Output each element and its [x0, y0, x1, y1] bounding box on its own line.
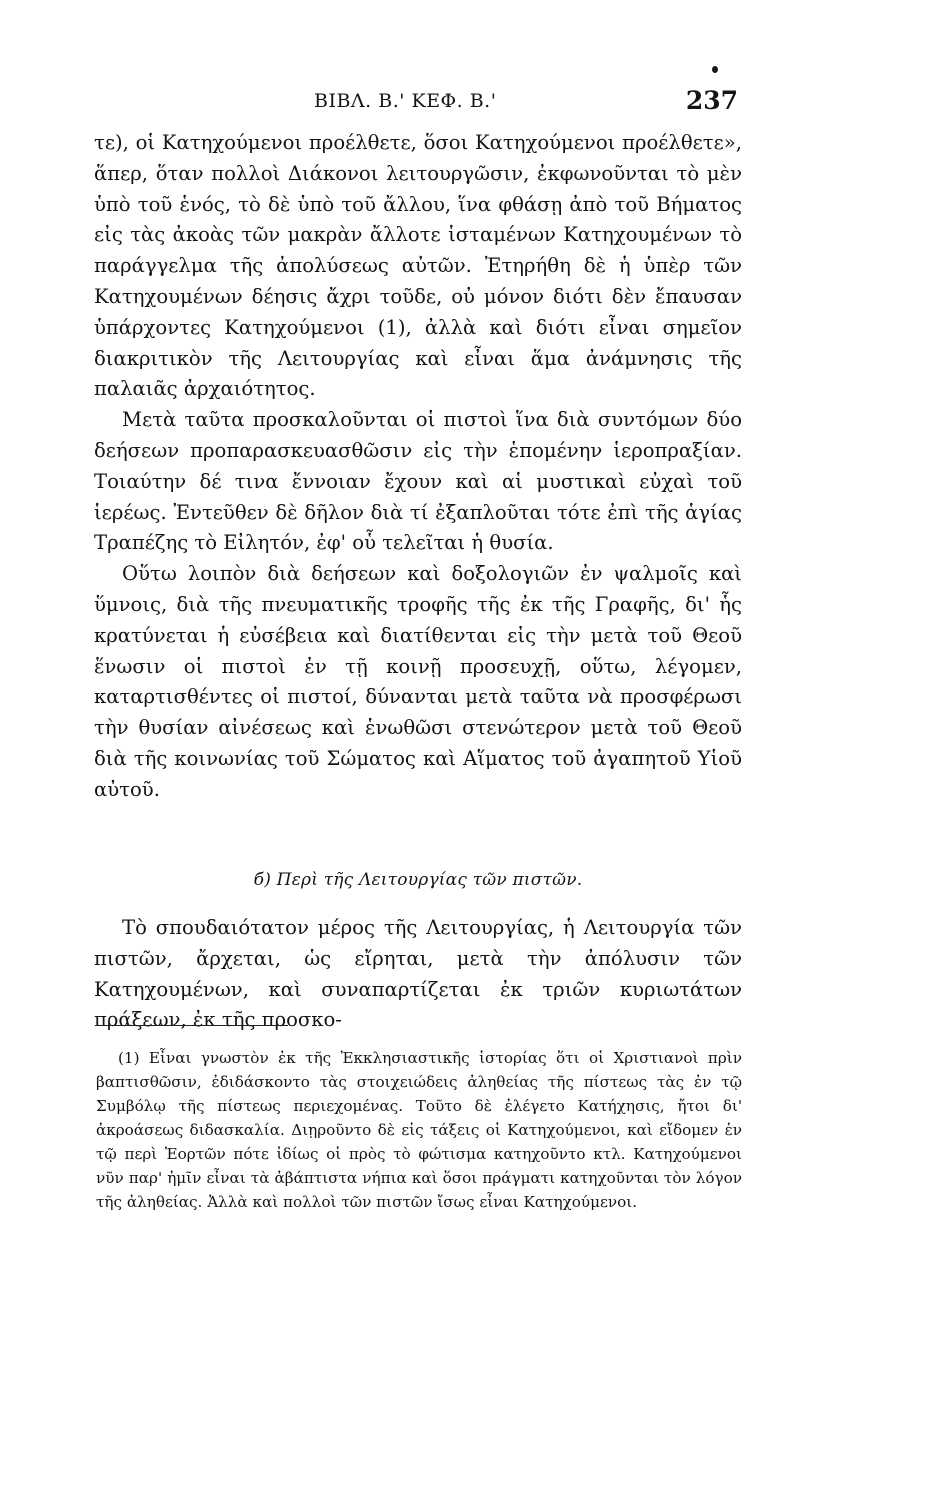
- main-text: [94, 128, 742, 806]
- page-number: 237: [685, 86, 738, 115]
- paragraph-1: τε), οἱ Κατηχούμενοι προέλθετε, ὅσοι Κατηχούμενοι προέλθετε», ἅπερ, ὅταν πολλοὶ Διάκονοι λειτουργῶσιν, ἐκφωνοῦνται τὸ μὲν ὑπὸ τοῦ ἑνός, τὸ δὲ ὑπὸ τοῦ ἄλλου, ἵνα φθάσῃ ἀπὸ τοῦ Βήματος εἰς τὰς ἀκοὰς τῶν μακρὰν ἄλλοτε ἱσταμένων Κατηχουμένων τὸ παράγγελμα τῆς ἀπολύσεως αὐτῶν. Ἐτηρήθη δὲ ἡ ὑπὲρ τῶν Κατηχουμένων δέησις ἄχρι τοῦδε, οὐ μόνον διότι δὲν ἔπαυσαν ὑπάρχοντες Κατηχούμενοι (1), ἀλλὰ καὶ διότι εἶναι σημεῖον διακριτικὸν τῆς Λειτουργίας καὶ εἶναι ἅμα ἀνάμνησις τῆς παλαιᾶς ἀρχαιότητος.: [94, 131, 742, 401]
- running-head: ΒΙΒΛ. Β.' ΚΕΦ. Β.': [314, 90, 497, 112]
- footnote: (1) Εἶναι γνωστὸν ἐκ τῆς Ἐκκλησιαστικῆς ἱστορίας ὅτι οἱ Χριστιανοὶ πρὶν βαπτισθῶσιν, ἐδιδάσκοντο τὰς στοιχειώδεις ἀληθείας τῆς πίστεως τὰς ἐν τῷ Συμβόλῳ τῆς πίστεως περιεχομένας. Τοῦτο δὲ ἐλέγετο Κατήχησις, ἤτοι δι' ἀκροάσεως διδασκαλία. Διῃροῦντο δὲ εἰς τάξεις οἱ Κατηχούμενοι, καὶ εἴδομεν ἐν τῷ περὶ Ἑορτῶν πότε ἰδίως οἱ πρὸς τὸ φώτισμα κατηχοῦντο κτλ. Κατηχούμενοι νῦν παρ' ἡμῖν εἶναι τὰ ἀβάπτιστα νήπια καὶ ὅσοι πράγματι κατηχοῦνται τὸν λόγον τῆς ἀληθείας. Ἀλλὰ καὶ πολλοὶ τῶν πιστῶν ἴσως εἶναι Κατηχούμενοι.: [96, 1049, 742, 1211]
- paragraph-3: Οὕτω λοιπὸν διὰ δεήσεων καὶ δοξολογιῶν ἐν ψαλμοῖς καὶ ὕμνοις, διὰ τῆς πνευματικῆς τροφῆς τῆς ἐκ τῆς Γραφῆς, δι' ἧς κρατύνεται ἡ εὐσέβεια καὶ διατίθενται εἰς τὴν μετὰ τοῦ Θεοῦ ἕνωσιν οἱ πιστοὶ ἐν τῇ κοινῇ προσευχῇ, οὕτω, λέγομεν, καταρτισθέντες οἱ πιστοί, δύνανται μετὰ ταῦτα νὰ προσφέρωσι τὴν θυσίαν αἰνέσεως καὶ ἑνωθῶσι στενώτερον μετὰ τοῦ Θεοῦ διὰ τῆς κοινωνίας τοῦ Σώματος καὶ Αἵματος τοῦ ἀγαπητοῦ Υἱοῦ αὐτοῦ.: [94, 562, 742, 801]
- section-paragraph: Τὸ σπουδαιότατον μέρος τῆς Λειτουργίας, ἡ Λειτουργία τῶν πιστῶν, ἄρχεται, ὡς εἴρηται, μετὰ τὴν ἀπόλυσιν τῶν Κατηχουμένων, καὶ συναπαρτίζεται ἐκ τριῶν κυριωτάτων πράξεων, ἐκ τῆς προσκο-: [94, 916, 742, 1032]
- section-heading: б) Περὶ τῆς Λειτουργίας τῶν πιστῶν.: [253, 870, 583, 890]
- ink-speck: [712, 66, 718, 73]
- paragraph-2: Μετὰ ταῦτα προσκαλοῦνται οἱ πιστοὶ ἵνα διὰ συντόμων δύο δεήσεων προπαρασκευασθῶσιν εἰς τὴν ἑπομένην ἱεροπραξίαν. Τοιαύτην δέ τινα ἔννοιαν ἔχουν καὶ αἱ μυστικαὶ εὐχαὶ τοῦ ἱερέως. Ἐντεῦθεν δὲ δῆλον διὰ τί ἐξαπλοῦται τότε ἐπὶ τῆς ἁγίας Τραπέζης τὸ Εἰλητόν, ἐφ' οὗ τελεῖται ἡ θυσία.: [94, 408, 742, 555]
- footnote-divider: [96, 1025, 288, 1026]
- page-header: [94, 86, 742, 120]
